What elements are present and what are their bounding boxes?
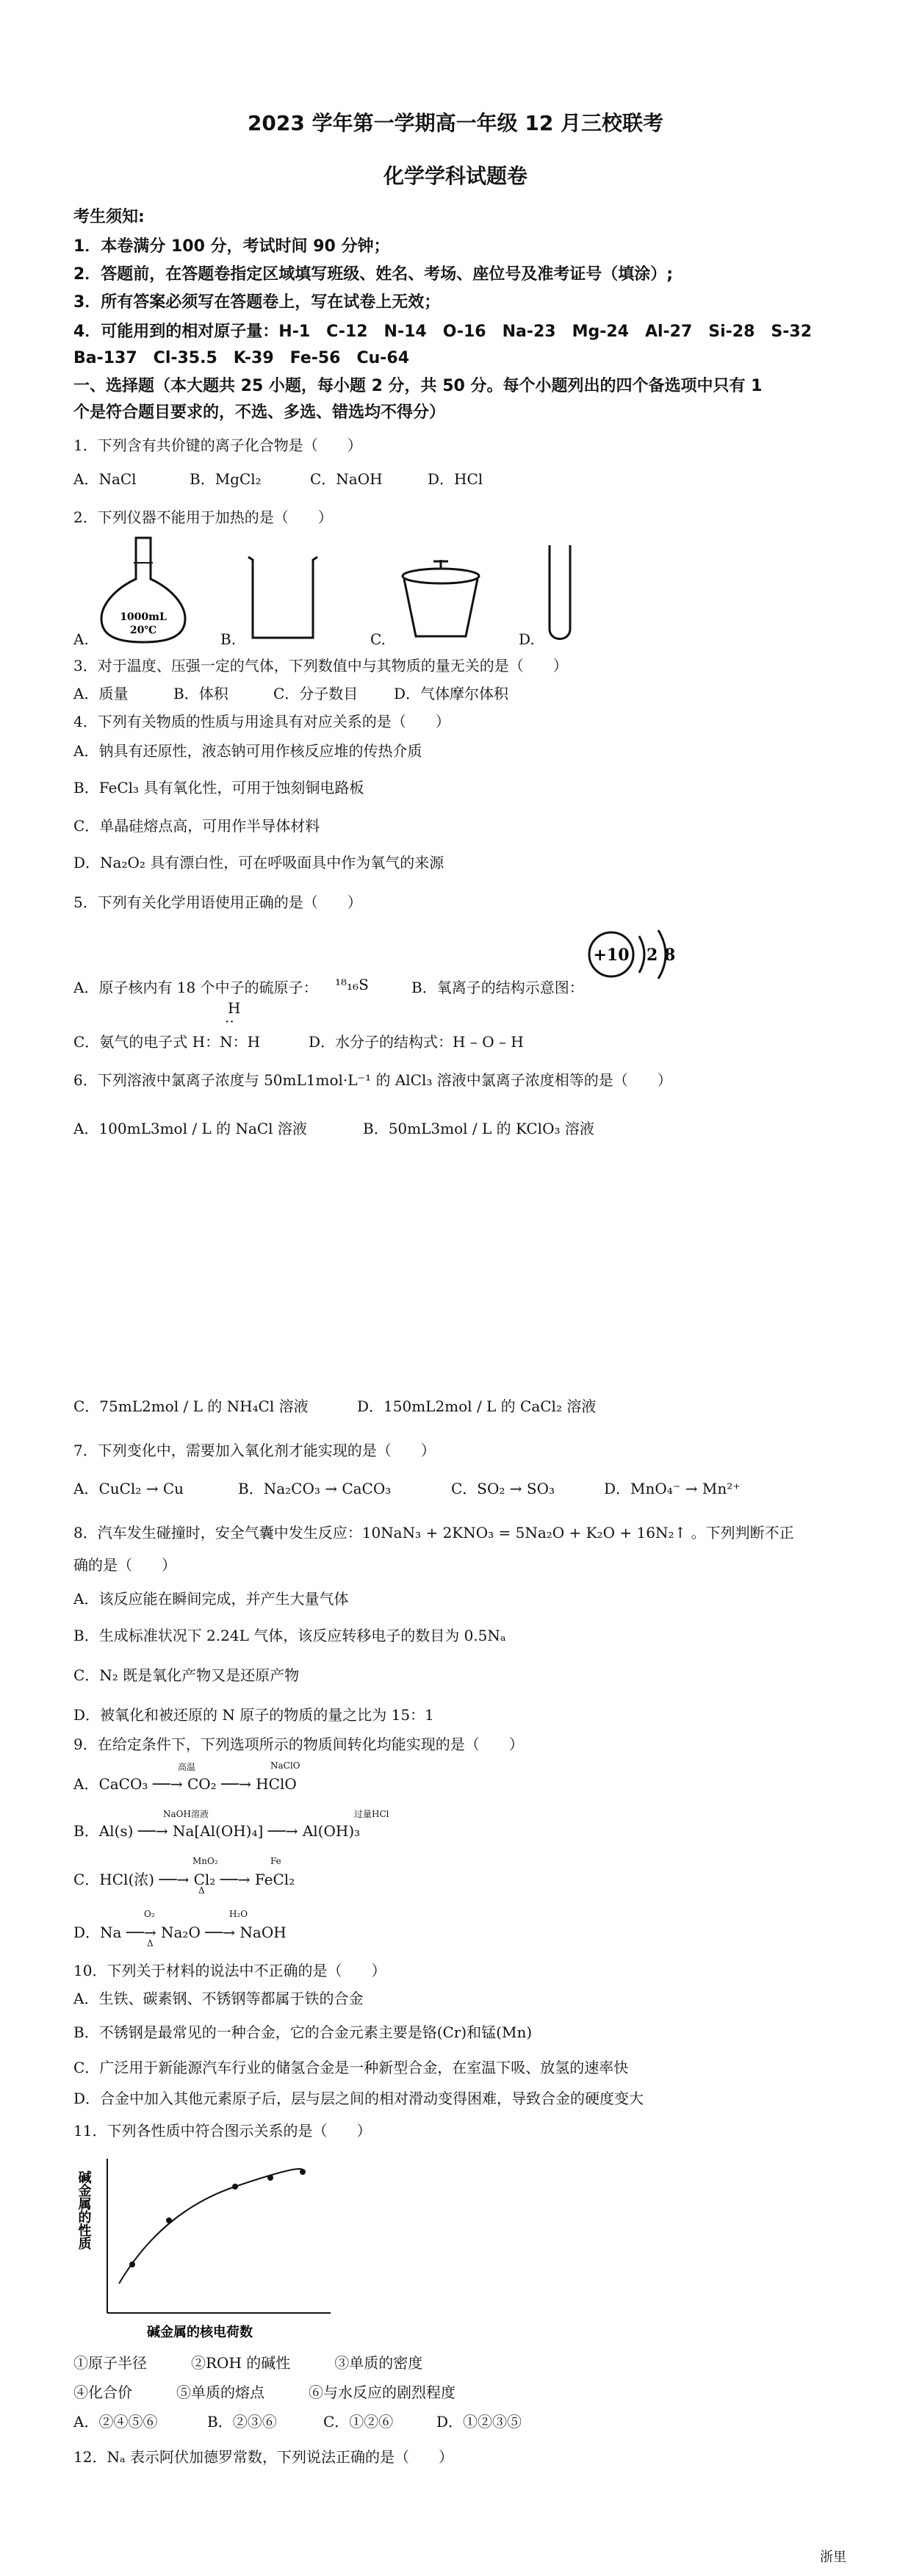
alkali-metal-trend-chart	[73, 2153, 338, 2344]
footer-text: 浙里	[820, 2550, 846, 2565]
q7-stem: 7．下列变化中，需要加入氧化剂才能实现的是（ ）	[73, 1442, 436, 1459]
q9-d-condition-2: H₂O	[229, 1909, 248, 1919]
q5-option-d: D．水分子的结构式：H – O – H	[309, 1033, 524, 1051]
q11-items-line2: ④化合价 ⑤单质的熔点 ⑥与水反应的剧烈程度	[73, 2383, 455, 2401]
q5-electron-h-top: H	[228, 999, 241, 1017]
notice-item-3: 3．所有答案必须写在答题卷上，写在试卷上无效；	[73, 293, 441, 312]
data-point-1	[129, 2262, 135, 2267]
q8-option-d: D．被氧化和被还原的 N 原子的物质的量之比为 15：1	[73, 1706, 434, 1724]
q10-option-b: B．不锈钢是最常见的一种合金，它的合金元素主要是铬(Cr)和锰(Mn)	[73, 2023, 533, 2041]
q8-stem-line2: 确的是（ ）	[73, 1556, 176, 1574]
q7-option-b: B．Na₂CO₃ → CaCO₃	[238, 1480, 392, 1497]
q1-option-b: B．MgCl₂	[190, 470, 262, 488]
q9-option-b: B．Al(s) ──→ Na[Al(OH)₄] ──→ Al(OH)₃	[73, 1822, 361, 1840]
q7-option-c: C．SO₂ → SO₃	[451, 1480, 555, 1497]
q4-option-c: C．单晶硅熔点高，可用作半导体材料	[73, 817, 320, 835]
q3-option-d: D．气体摩尔体积	[394, 685, 509, 702]
nucleus-charge: +10	[593, 946, 630, 965]
q9-option-d: D．Na ──→ Na₂O ──→ NaOH	[73, 1924, 287, 1941]
q9-d-condition-3: Δ	[147, 1938, 154, 1949]
notice-item-2: 2．答题前，在答题卷指定区域填写班级、姓名、考场、座位号及准考证号（填涂）;	[73, 265, 674, 284]
q6-stem: 6．下列溶液中氯离子浓度与 50mL1mol·L⁻¹ 的 AlCl₃ 溶液中氯离子浓度相等的是（ ）	[73, 1071, 672, 1089]
q9-c-condition-2: Fe	[270, 1856, 281, 1866]
q9-d-condition-1: O₂	[144, 1909, 155, 1919]
x-axis-label: 碱金属的核电荷数	[147, 2325, 253, 2340]
q3-stem: 3．对于温度、压强一定的气体，下列数值中与其物质的量无关的是（ ）	[73, 657, 568, 674]
q2-option-d: D.	[519, 630, 535, 648]
q9-option-a: A．CaCO₃ ──→ CO₂ ──→ HClO	[73, 1775, 297, 1793]
q1-option-d: D．HCl	[428, 470, 483, 488]
q3-option-a: A．质量	[73, 685, 129, 702]
q6-option-c: C．75mL2mol / L 的 NH₄Cl 溶液	[73, 1397, 309, 1415]
notice-item-4: 4．可能用到的相对原子量：H-1 C-12 N-14 O-16 Na-23 Mg-24 Al-27 Si-28 S-32	[73, 323, 812, 341]
q8-option-a: A．该反应能在瞬间完成，并产生大量气体	[73, 1590, 349, 1608]
q9-option-c: C．HCl(浓) ──→ Cl₂ ──→ FeCl₂	[73, 1871, 295, 1888]
q2-stem: 2．下列仪器不能用于加热的是（ ）	[73, 508, 333, 526]
q9-a-condition-1: 高温	[178, 1762, 196, 1772]
q1-stem: 1．下列含有共价键的离子化合物是（ ）	[73, 436, 362, 454]
trend-curve	[119, 2169, 303, 2284]
shell-1-electrons: 2	[647, 946, 658, 965]
q1-option-c: C．NaOH	[310, 470, 383, 488]
q11-option-b: B．②③⑥	[207, 2413, 277, 2431]
q9-stem: 9．在给定条件下，下列选项所示的物质间转化均能实现的是（ ）	[73, 1735, 524, 1753]
q11-items-line1: ①原子半径 ②ROH 的碱性 ③单质的密度	[73, 2354, 423, 2372]
q11-option-c: C．①②⑥	[323, 2413, 394, 2431]
section-heading-line1: 一、选择题（本大题共 25 小题，每小题 2 分，共 50 分。每个小题列出的四个备选项中只有 1	[73, 377, 763, 395]
q5-electron-dots: ··	[225, 1012, 234, 1030]
q11-stem: 11．下列各性质中符合图示关系的是（ ）	[73, 2122, 372, 2140]
q5-stem: 5．下列有关化学用语使用正确的是（ ）	[73, 893, 362, 911]
flask-label: 1000mL	[120, 611, 167, 623]
q8-stem-line1: 8．汽车发生碰撞时，安全气囊中发生反应：10NaN₃ + 2KNO₃ = 5Na₂O + K₂O + 16N₂↑ 。下列判断不正	[73, 1524, 794, 1541]
q10-option-c: C．广泛用于新能源汽车行业的储氢合金是一种新型合金，在室温下吸、放氢的速率快	[73, 2059, 629, 2076]
notice-heading: 考生须知:	[73, 208, 145, 226]
q6-option-a: A．100mL3mol / L 的 NaCl 溶液	[73, 1120, 307, 1137]
test-tube-icon	[545, 542, 575, 645]
q4-option-d: D．Na₂O₂ 具有漂白性，可在呼吸面具中作为氧气的来源	[73, 854, 444, 871]
q9-b-condition-2: 过量HCl	[354, 1809, 389, 1819]
q9-a-condition-2: NaClO	[270, 1760, 300, 1771]
q10-stem: 10．下列关于材料的说法中不正确的是（ ）	[73, 1962, 386, 1979]
q4-stem: 4．下列有关物质的性质与用途具有对应关系的是（ ）	[73, 713, 450, 730]
page-title: 2023 学年第一学期高一年级 12 月三校联考	[247, 111, 664, 135]
q5-option-a-formula: ¹⁸₁₆S	[335, 976, 369, 993]
crucible-icon	[397, 557, 485, 641]
notice-item-5: Ba-137 Cl-35.5 K-39 Fe-56 Cu-64	[73, 349, 410, 367]
beaker-icon	[242, 553, 323, 642]
q4-option-b: B．FeCl₃ 具有氧化性，可用于蚀刻铜电路板	[73, 779, 364, 796]
notice-item-1: 1．本卷满分 100 分，考试时间 90 分钟；	[73, 237, 390, 256]
q3-option-b: B．体积	[173, 685, 228, 702]
q2-option-c: C.	[370, 630, 386, 648]
q11-option-d: D．①②③⑤	[436, 2413, 522, 2431]
data-point-2	[166, 2217, 172, 2223]
flask-temp: 20℃	[129, 625, 157, 636]
q9-c-condition-3: Δ	[198, 1885, 205, 1896]
data-point-3	[232, 2184, 238, 2190]
q5-option-c: C．氨气的电子式 H：N：H	[73, 1033, 261, 1051]
data-point-5	[300, 2169, 306, 2175]
q7-option-d: D．MnO₄⁻ → Mn²⁺	[604, 1480, 741, 1497]
volumetric-flask-icon	[96, 535, 191, 645]
q8-option-c: C．N₂ 既是氧化产物又是还原产物	[73, 1666, 300, 1684]
shell-2-electrons: 8	[664, 946, 676, 965]
q10-option-d: D．合金中加入其他元素原子后，层与层之间的相对滑动变得困难，导致合金的硬度变大	[73, 2090, 644, 2107]
q1-option-a: A．NaCl	[73, 470, 137, 488]
q2-option-b: B.	[220, 630, 237, 648]
q9-b-condition-1: NaOH溶液	[163, 1809, 209, 1819]
q8-option-b: B．生成标准状况下 2.24L 气体，该反应转移电子的数目为 0.5Nₐ	[73, 1627, 506, 1644]
q6-option-b: B．50mL3mol / L 的 KClO₃ 溶液	[363, 1120, 594, 1137]
q4-option-a: A．钠具有还原性，液态钠可用作核反应堆的传热介质	[73, 742, 422, 760]
data-point-4	[267, 2175, 273, 2181]
oxygen-ion-structure-diagram	[582, 923, 677, 986]
q7-option-a: A．CuCl₂ → Cu	[73, 1480, 184, 1497]
q12-stem: 12．Nₐ 表示阿伏加德罗常数，下列说法正确的是（ ）	[73, 2448, 454, 2466]
q9-c-condition-1: MnO₂	[192, 1856, 218, 1866]
q2-option-a: A.	[73, 630, 89, 648]
q3-option-c: C．分子数目	[273, 685, 359, 702]
section-heading-line2: 个是符合题目要求的，不选、多选、错选均不得分）	[73, 403, 446, 422]
page-subtitle: 化学学科试题卷	[383, 164, 527, 188]
q6-option-d: D．150mL2mol / L 的 CaCl₂ 溶液	[357, 1397, 597, 1415]
y-axis-label: 碱金属的性质	[76, 2170, 92, 2250]
q5-option-b: B．氧离子的结构示意图：	[411, 979, 584, 996]
q5-option-a: A．原子核内有 18 个中子的硫原子：	[73, 979, 318, 996]
q10-option-a: A．生铁、碳素钢、不锈钢等都属于铁的合金	[73, 1990, 364, 2007]
q11-option-a: A．②④⑤⑥	[73, 2413, 158, 2431]
